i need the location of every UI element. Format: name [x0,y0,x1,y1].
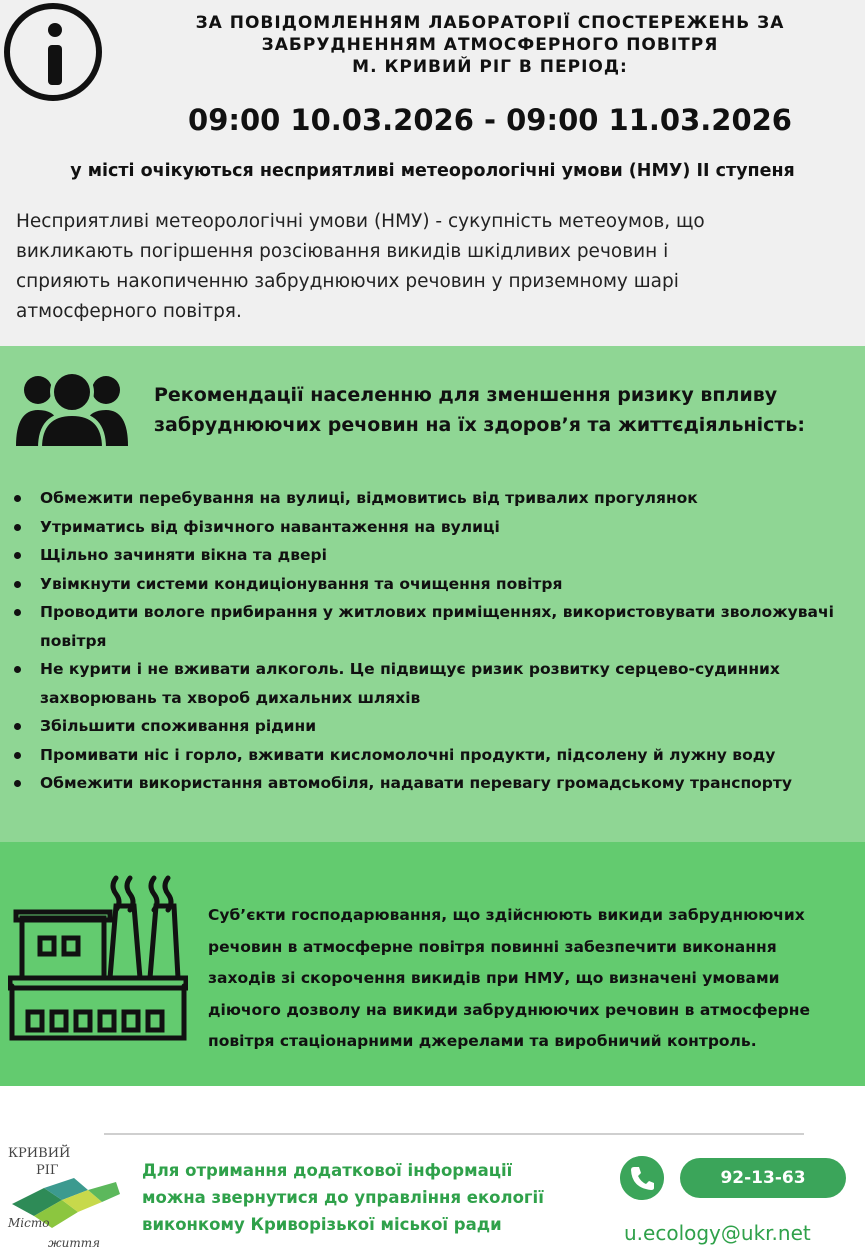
list-item: Не курити і не вживати алкоголь. Це підвищує ризик розвитку серцево-судинних захворювань та хвороб дихальних шляхів [12,655,862,712]
phone-number[interactable]: 92-13-63 [680,1158,846,1198]
contact-line: виконкому Криворізької міської ради [142,1215,502,1234]
recommendations-title [154,380,864,440]
list-item: Промивати ніс і горло, вживати кисломолочні продукти, підсолену й лужну воду [12,741,862,770]
header-title-line: ЗА ПОВІДОМЛЕННЯМ ЛАБОРАТОРІЇ СПОСТЕРЕЖЕНЬ ЗА [195,13,785,33]
logo-text-bottom: Місто [8,1216,50,1230]
contact-line: Для отримання додаткової інформації [142,1161,513,1180]
list-item: Проводити вологе прибирання у житлових приміщеннях, використовувати зволожувачі повітря [12,598,862,655]
business-notice [208,900,863,1058]
definition-line: викликають погіршення розсіювання викидів шкідливих речовин і [16,241,669,262]
header-title-line: ЗАБРУДНЕННЯМ АТМОСФЕРНОГО ПОВІТРЯ [261,35,719,55]
business-line: речовин в атмосферне повітря повинні забезпечити виконання [208,937,777,956]
logo-text [8,1145,70,1179]
nmu-definition [16,207,846,327]
list-item: Обмежити використання автомобіля, надавати перевагу громадському транспорту [12,769,862,798]
phone-icon [620,1156,664,1200]
business-line: Суб’єкти господарювання, що здійснюють викиди забруднюючих [208,906,805,924]
factory-icon [8,866,188,1046]
list-item: Утриматись від фізичного навантаження на вулиці [12,513,862,542]
list-item: Увімкнути системи кондиціонування та очищення повітря [12,570,862,599]
footer-divider [104,1133,804,1135]
recommendations-title-line: Рекомендації населенню для зменшення ризику впливу [154,384,778,406]
recommendations-title-line: забруднюючих речовин на їх здоров’я та життєдіяльність: [154,414,805,436]
contact-info [142,1157,612,1238]
list-item: Щільно зачиняти вікна та двері [12,541,862,570]
definition-line: атмосферного повітря. [16,301,242,322]
definition-line: сприяють накопиченню забруднюючих речовин у приземному шарі [16,271,679,292]
nmu-warning: у місті очікуються несприятливі метеорологічні умови (НМУ) ІІ ступеня [70,161,795,181]
definition-line: Несприятливі метеорологічні умови (НМУ) - сукупність метеоумов, що [16,211,705,232]
logo-line: РІГ [36,1163,59,1178]
period-range: 09:00 10.03.2026 - 09:00 11.03.2026 [188,103,792,137]
contact-line: можна звернутися до управління екології [142,1188,544,1207]
info-icon [4,3,102,101]
business-line: повітря стаціонарними джерелами та виробничий контроль. [208,1032,757,1050]
business-line: діючого дозволу на викиди забруднюючих речовин в атмосферне [208,1000,810,1019]
recommendations-list [12,484,862,798]
header-title [130,12,850,78]
logo-line: КРИВИЙ [8,1146,71,1161]
logo-text-bottom: життя [48,1236,101,1250]
email-link[interactable]: u.ecology@ukr.net [624,1221,811,1245]
people-icon [14,368,130,450]
business-line: заходів зі скорочення викидів при НМУ, що визначені умовами [208,969,780,987]
list-item: Обмежити перебування на вулиці, відмовитись від тривалих прогулянок [12,484,862,513]
list-item: Збільшити споживання рідини [12,712,862,741]
header-title-line: М. КРИВИЙ РІГ В ПЕРІОД: [352,57,628,77]
